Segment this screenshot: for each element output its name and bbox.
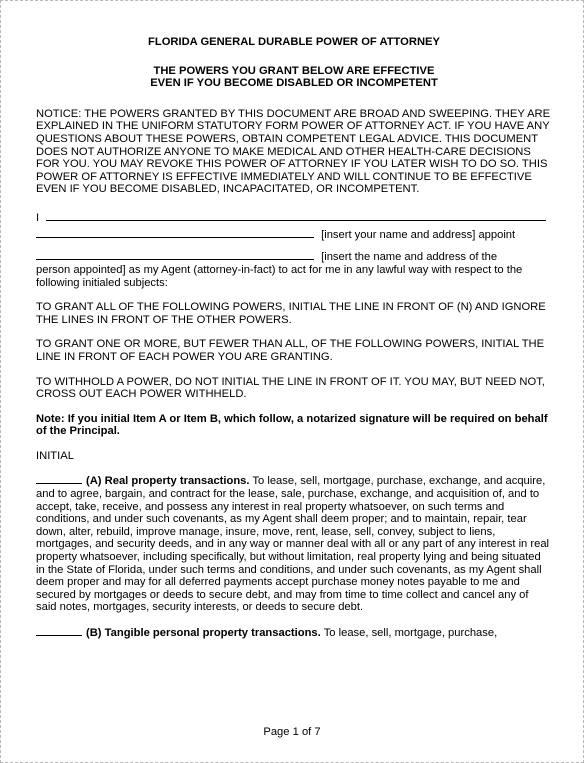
agent-name-line[interactable]: [36, 259, 314, 260]
document-subtitle-line-1: THE POWERS YOU GRANT BELOW ARE EFFECTIVE: [153, 64, 435, 77]
principal-fill-section: [36, 212, 552, 264]
document-title: FLORIDA GENERAL DURABLE POWER OF ATTORNEY: [148, 36, 440, 48]
notarization-note: Note: If you initial Item A or Item B, which follow, a notarized signature will be required on behalf of the Principal.: [36, 412, 548, 438]
principal-name-line[interactable]: [46, 220, 546, 221]
item-a-heading: (A) Real property transactions.: [86, 475, 250, 488]
item-b-tangible-property: [36, 626, 552, 640]
item-a-text: To lease, sell, mortgage, purchase, exchange, and acquire, and to agree, bargain, and contract for the lease, sale, purchase, exchange, and acquisition of, and to accept, take, receive, and possess any interest in real property whatsoever, on such terms and conditions, and under such covenants, as my Agent shall deem proper; and to maintain, repair, tear down, alter, rebuild, improve manage, insure, move, rent, lease, sell, convey, subject to liens, mortgages, and security deeds, and in any way or manner deal with all or any part of any interest in real property whatsoever, including specifically, but without limitation, real property lying and being situated in the State of Florida, under such terms and conditions, and under such covenants, as my Agent shall deem proper and may for all deferred payments accept purchase money notes payable to me and secured by mortgages or deeds to secure debt, and may from time to time collect and cancel any of said notes, mortgages, security interests, or deeds to secure debt.: [36, 475, 550, 614]
fill-i-label: I: [36, 211, 40, 224]
item-a-real-property: [36, 474, 552, 614]
item-b-initial-line[interactable]: [36, 626, 82, 636]
item-b-text: To lease, sell, mortgage, purchase,: [323, 627, 498, 639]
grant-some-paragraph: TO GRANT ONE OR MORE, BUT FEWER THAN ALL, OF THE FOLLOWING POWERS, INITIAL THE LINE IN FRONT OF EACH POWER YOU ARE GRANTING.: [36, 338, 545, 363]
notice-paragraph: NOTICE: THE POWERS GRANTED BY THIS DOCUMENT ARE BROAD AND SWEEPING. THEY ARE EXPLAINED IN THE UNIFORM STATUTORY FORM POWER OF ATTORNEY ACT. IF YOU HAVE ANY QUESTIONS ABOUT THESE POWERS, OBTAIN COMPETENT LEGAL ADVICE. THIS DOCUMENT DOES NOT AUTHORIZE ANYONE TO MAKE MEDICAL AND OTHER HEALTH-CARE DECISIONS FOR YOU. YOU MAY REVOKE THIS POWER OF ATTORNEY IF YOU LATER WISH TO DO SO. THIS POWER OF ATTORNEY IS EFFECTIVE IMMEDIATELY AND WILL CONTINUE TO BE EFFECTIVE EVEN IF YOU BECOME DISABLED, INCAPACITATED, OR INCOMPETENT.: [36, 107, 551, 196]
withhold-paragraph: TO WITHHOLD A POWER, DO NOT INITIAL THE LINE IN FRONT OF IT. YOU MAY, BUT NEED NOT, CROSS OUT EACH POWER WITHHELD.: [36, 375, 545, 401]
document-body: [36, 36, 552, 640]
principal-address-line[interactable]: [36, 237, 314, 238]
initial-label: INITIAL: [36, 449, 74, 462]
grant-all-paragraph: TO GRANT ALL OF THE FOLLOWING POWERS, INITIAL THE LINE IN FRONT OF (N) AND IGNORE THE LINES IN FRONT OF THE OTHER POWERS.: [36, 301, 546, 326]
item-b-heading: (B) Tangible personal property transactions.: [86, 627, 321, 639]
item-a-initial-line[interactable]: [36, 474, 82, 484]
agent-appointment-text: person appointed] as my Agent (attorney-in-fact) to act for me in any lawful way with respect to the following initialed subjects:: [36, 263, 523, 289]
page-number: Page 1 of 7: [263, 726, 321, 738]
insert-agent-label: [insert the name and address of the: [321, 250, 498, 263]
document-subtitle-line-2: EVEN IF YOU BECOME DISABLED OR INCOMPETENT: [150, 77, 438, 90]
insert-name-label: [insert your name and address] appoint: [321, 228, 516, 241]
